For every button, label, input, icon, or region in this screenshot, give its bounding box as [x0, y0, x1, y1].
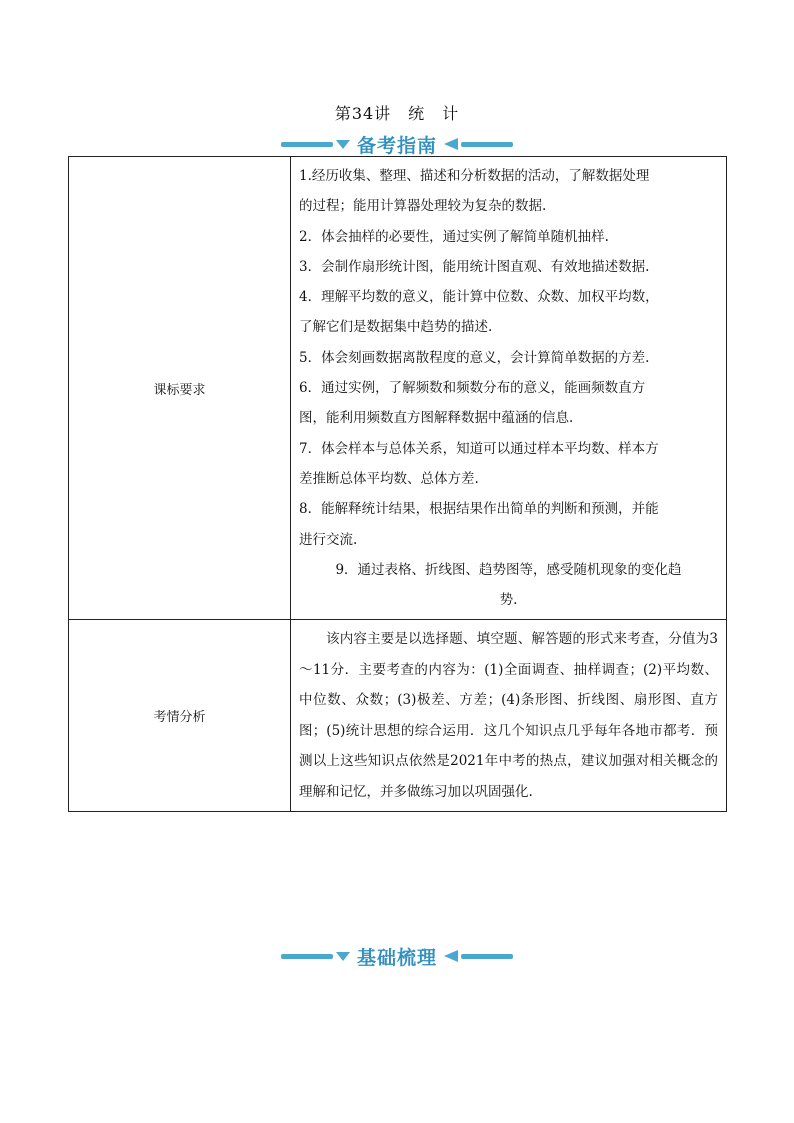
curriculum-requirements	[291, 157, 727, 620]
requirement-line: 进行交流.	[299, 531, 358, 548]
banner-arrow-icon	[336, 138, 350, 150]
banner-arrow-icon	[444, 950, 458, 962]
analysis-paragraph: 该内容主要是以选择题、填空题、解答题的形式来考查，分值为3～11分．主要考查的内容为：(1)全面调查、抽样调查；(2)平均数、中位数、众数；(3)极差、方差；(4)条形图、折线图、扇形图、直方图；(5)统计思想的综合运用．这几个知识点几乎每年各地市都考．预测以上这些知识点依然是2021年中考的热点，建议加强对相关概念的理解和记忆，并多做练习加以巩固强化.	[299, 631, 718, 800]
requirement-line: 7．体会样本与总体关系，知道可以通过样本平均数、样本方	[299, 440, 659, 457]
banner-bar-right	[461, 142, 513, 147]
banner-bar-left	[281, 954, 333, 959]
table-row	[69, 620, 727, 812]
requirement-line: 3．会制作扇形统计图，能用统计图直观、有效地描述数据.	[299, 258, 650, 275]
requirement-line: 8．能解释统计结果，根据结果作出简单的判断和预测，并能	[299, 501, 659, 518]
requirement-line: 的过程；能用计算器处理较为复杂的数据.	[299, 198, 547, 215]
requirement-line: 图，能利用频数直方图解释数据中蕴涵的信息.	[299, 410, 574, 427]
banner-label: 基础梳理	[356, 946, 437, 969]
banner-arrow-icon	[336, 950, 350, 962]
requirement-line: 9．通过表格、折线图、趋势图等，感受随机现象的变化趋	[335, 561, 682, 578]
banner-bar-left	[281, 142, 333, 147]
lesson-title: 第34讲 统 计	[334, 104, 460, 123]
table-row	[69, 157, 727, 620]
banner-label: 备考指南	[356, 134, 437, 157]
requirement-line: 6．通过实例，了解频数和频数分布的意义，能画频数直方	[299, 380, 646, 397]
requirement-line: 5．体会刻画数据离散程度的意义，会计算简单数据的方差.	[299, 349, 650, 366]
exam-analysis	[291, 620, 727, 812]
row-header: 课标要求	[69, 157, 291, 620]
requirement-line: 了解它们是数据集中趋势的描述.	[299, 319, 493, 336]
banner-bar-right	[461, 954, 513, 959]
row-header: 考情分析	[69, 620, 291, 812]
requirement-line: 4．理解平均数的意义，能计算中位数、众数、加权平均数，	[299, 289, 659, 306]
requirement-line: 势.	[499, 592, 518, 609]
requirement-line: 1.经历收集、整理、描述和分析数据的活动，了解数据处理	[299, 168, 650, 184]
requirement-line: 2．体会抽样的必要性，通过实例了解简单随机抽样.	[299, 228, 609, 245]
section-banner-exam-guide	[0, 131, 794, 157]
exam-guide-table	[68, 156, 727, 812]
section-banner-basics	[0, 943, 794, 969]
requirement-line: 差推断总体平均数、总体方差.	[299, 470, 479, 487]
banner-arrow-icon	[444, 138, 458, 150]
